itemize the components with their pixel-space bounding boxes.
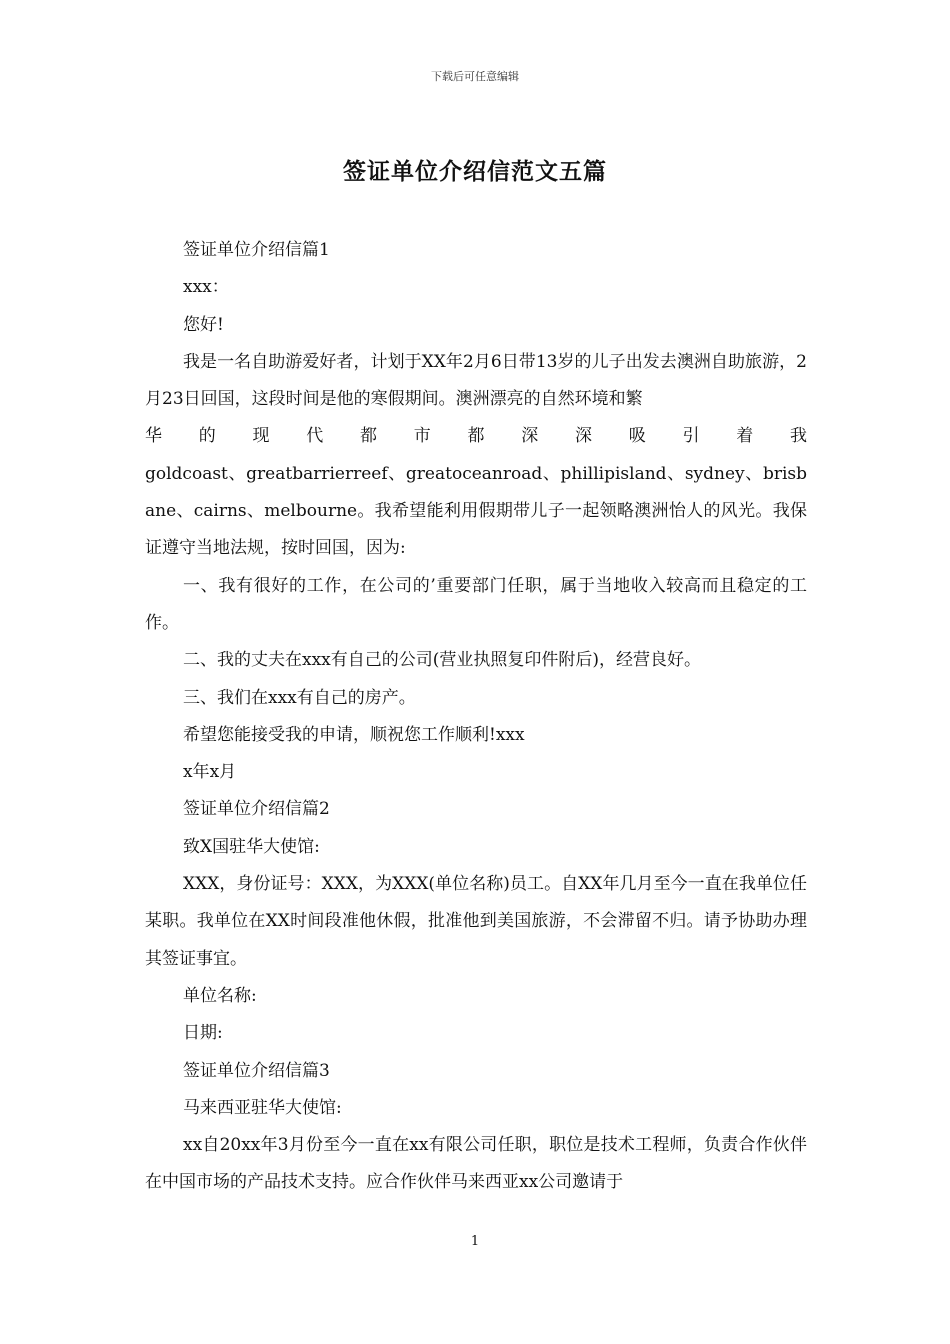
closing: 希望您能接受我的申请，顺祝您工作顺利!xxx: [183, 724, 525, 745]
paragraph-destinations: goldcoast、greatbarrierreef、greatoceanroad、phillipisland、sydney、brisbane、cairns、melbourne。我希望能利用假期带儿子一起领略澳洲怡人的风光。我保证遵守当地法规，按时回国，因为:: [145, 463, 807, 559]
salutation: xxx：: [183, 277, 229, 298]
greeting: 您好!: [183, 314, 224, 335]
spread-char: 深: [575, 426, 592, 447]
page-header-note: 下载后可任意编辑: [431, 70, 519, 83]
spread-char: 都: [360, 426, 377, 447]
spread-char: 着: [736, 426, 754, 447]
section-heading-2: 签证单位介绍信篇2: [183, 799, 330, 820]
spread-char: 代: [306, 426, 324, 447]
spread-char: 深: [521, 426, 539, 447]
spread-char: 我: [790, 426, 807, 447]
unit-name-line: 单位名称:: [183, 985, 257, 1006]
date-line: x年x月: [183, 762, 237, 783]
section-heading-3: 签证单位介绍信篇3: [183, 1060, 330, 1081]
spread-char: 现: [252, 426, 270, 447]
spread-char: 市: [413, 426, 431, 447]
spread-char: 都: [467, 426, 485, 447]
reason-2: 二、我的丈夫在xxx有自己的公司(营业执照复印件附后)，经营良好。: [183, 650, 702, 671]
paragraph-employee: XXX，身份证号：XXX，为XXX(单位名称)员工。自XX年几月至今一直在我单位任某职。我单位在XX时间段准他休假，批准他到美国旅游，不会滞留不归。请予协助办理其签证事宜。: [145, 874, 807, 969]
date-field-line: 日期:: [183, 1023, 223, 1044]
addressee: 致X国驻华大使馆:: [183, 836, 320, 857]
reason-3: 三、我们在xxx有自己的房产。: [183, 687, 416, 708]
page-number: 1: [470, 1234, 480, 1249]
spread-char: 的: [198, 426, 216, 447]
document-title: 签证单位介绍信范文五篇: [343, 158, 607, 185]
spread-char: 引: [682, 426, 700, 447]
justified-line: [145, 418, 807, 455]
document-body: [145, 232, 807, 1202]
addressee: 马来西亚驻华大使馆:: [183, 1097, 342, 1118]
spread-char: 吸: [628, 426, 646, 447]
paragraph-engineer: xx自20xx年3月份至今一直在xx有限公司任职，职位是技术工程师，负责合作伙伴在中国市场的产品技术支持。应合作伙伴马来西亚xx公司邀请于: [145, 1135, 807, 1193]
reason-1: 一、我有很好的工作，在公司的’重要部门任职，属于当地收入较高而且稳定的工作。: [145, 575, 807, 633]
section-heading-1: 签证单位介绍信篇1: [183, 240, 330, 260]
paragraph-intro: 我是一名自助游爱好者，计划于XX年2月6日带13岁的儿子出发去澳洲自助旅游，2月23日回国，这段时间是他的寒假期间。澳洲漂亮的自然环境和繁: [145, 351, 807, 410]
spread-char: 华: [145, 426, 162, 447]
